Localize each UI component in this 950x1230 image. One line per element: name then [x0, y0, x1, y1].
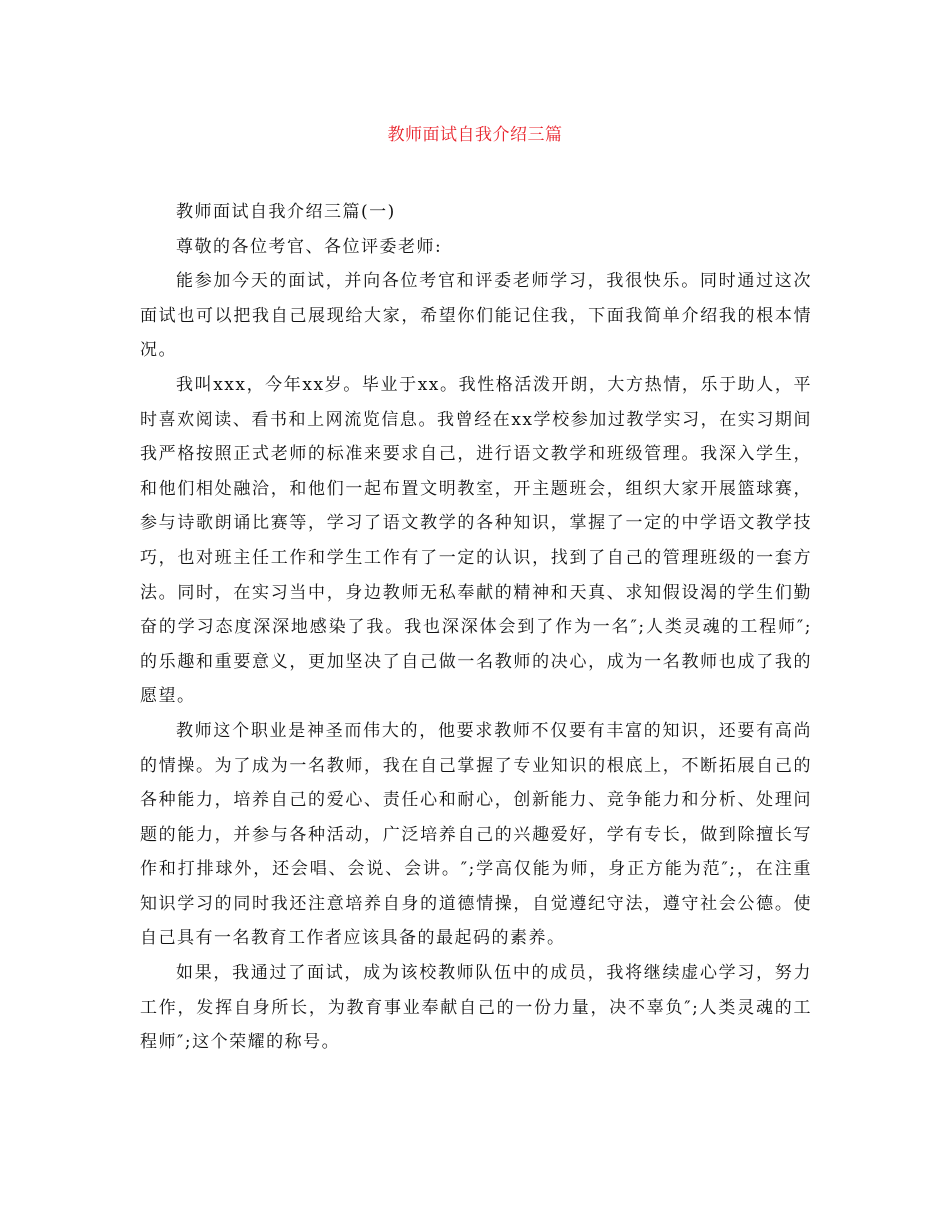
paragraph-background: 我叫xxx，今年xx岁。毕业于xx。我性格活泼开朗，大方热情，乐于助人，平时喜欢阅读、看书和上网流览信息。我曾经在xx学校参加过教学实习，在实习期间我严格按照正式老师的标准来要求自己，进行语文教学和班级管理。我深入学生，和他们相处融洽，和他们一起布置文明教室，开主题班会，组织大家开展篮球赛，参与诗歌朗诵比赛等，学习了语文教学的各种知识，掌握了一定的中学语文教学技巧，也对班主任工作和学生工作有了一定的认识，找到了自己的管理班级的一套方法。同时，在实习当中，身边教师无私奉献的精神和天真、求知假设渴的学生们勤奋的学习态度深深地感染了我。我也深深体会到了作为一名″;人类灵魂的工程师″;的乐趣和重要意义，更加坚决了自己做一名教师的决心，成为一名教师也成了我的愿望。 [140, 374, 812, 707]
paragraph-qualities: 教师这个职业是神圣而伟大的，他要求教师不仅要有丰富的知识，还要有高尚的情操。为了成为一名教师，我在自己掌握了专业知识的根底上，不断拓展自己的各种能力，培养自己的爱心、责任心和耐心，创新能力、竞争能力和分析、处理问题的能力，并参与各种活动，广泛培养自己的兴趣爱好，学有专长，做到除擅长写作和打排球外，还会唱、会说、会讲。″;学高仅能为师，身正方能为范″;，在注重知识学习的同时我还注意培养自身的道德情操，自觉遵纪守法，遵守社会公德。使自己具有一名教育工作者应该具备的最起码的素养。 [140, 720, 812, 949]
paragraph-opening: 能参加今天的面试，并向各位考官和评委老师学习，我很快乐。同时通过这次面试也可以把我自己展现给大家，希望你们能记住我，下面我简单介绍我的根本情况。 [140, 271, 812, 361]
paragraph-closing: 如果，我通过了面试，成为该校教师队伍中的成员，我将继续虚心学习，努力工作，发挥自身所长，为教育事业奉献自己的一份力量，决不辜负″;人类灵魂的工程师″;这个荣耀的称号。 [140, 963, 812, 1053]
document-title: 教师面试自我介绍三篇 [387, 125, 563, 145]
salutation: 尊敬的各位考官、各位评委老师: [176, 236, 443, 257]
document-body [140, 195, 812, 1060]
section-heading: 教师面试自我介绍三篇(一) [176, 202, 396, 222]
